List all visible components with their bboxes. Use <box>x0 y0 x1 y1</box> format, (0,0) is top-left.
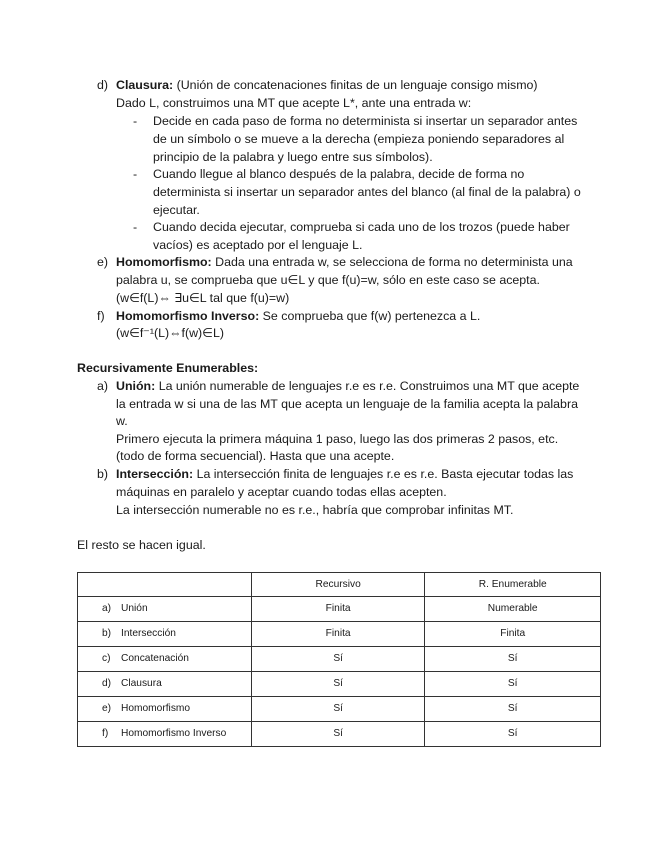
row-op: Clausura <box>121 678 162 690</box>
bullet-dash: - <box>133 114 138 128</box>
table-header-cell: R. Enumerable <box>425 573 601 597</box>
union-line: w. <box>116 414 128 428</box>
table-row <box>78 622 601 647</box>
row-op: Unión <box>121 603 148 615</box>
union-line <box>116 378 579 396</box>
table-row <box>78 647 601 672</box>
homomorfismo-line <box>116 254 573 272</box>
table-cell: Finita <box>425 622 601 647</box>
closing-text: El resto se hacen igual. <box>77 538 206 552</box>
table-cell: Sí <box>251 672 425 697</box>
bullet-line: Cuando decida ejecutar, comprueba si cada uno de los trozos (puede haber <box>153 220 570 234</box>
interseccion-line: máquinas en paralelo y aceptar cuando todas ellas acepten. <box>116 485 447 499</box>
row-op: Homomorfismo <box>121 703 191 715</box>
homomorfismo-desc: Dada una entrada w, se selecciona de forma no determinista una <box>215 255 573 269</box>
table-row <box>78 722 601 747</box>
table-cell: Numerable <box>425 597 601 622</box>
bullet-line: Cuando llegue al blanco después de la palabra, decide de forma no <box>153 167 525 181</box>
interseccion-desc: La intersección finita de lenguajes r.e es r.e. Basta ejecutar todas las <box>196 467 574 481</box>
bullet-line: vacíos) es aceptado por el lenguaje L. <box>153 238 363 252</box>
row-letter: f) <box>102 728 109 740</box>
homomorfismo-inverso-formula: (w∈f⁻¹(L)⇔f(w)∈L) <box>116 326 224 340</box>
table-cell: Sí <box>251 647 425 672</box>
homomorfismo-formula: (w∈f(L)⇔ ∃u∈L tal que f(u)=w) <box>116 291 290 305</box>
homomorfismo-inverso-desc: Se comprueba que f(w) pertenezca a L. <box>262 309 481 323</box>
union-desc: La unión numerable de lenguajes r.e es r.e. Construimos una MT que acepte <box>158 379 580 393</box>
union-line: (todo de forma secuencial). Hasta que una acepte. <box>116 449 395 463</box>
item-marker: e) <box>97 255 109 269</box>
row-op: Concatenación <box>121 653 189 665</box>
union-title: Unión: <box>116 379 156 393</box>
clausura-title: Clausura: <box>116 78 174 92</box>
bullet-line: de un símbolo o se mueve a la derecha (empieza poniendo separadores al <box>153 132 565 146</box>
table-cell: Sí <box>251 722 425 747</box>
row-letter: d) <box>102 678 112 690</box>
clausura-line <box>116 77 538 95</box>
bullet-line: principio de la palabra y luego entre sus símbolos). <box>153 150 433 164</box>
bullet-line: Decide en cada paso de forma no determinista si insertar un separador antes <box>153 114 578 128</box>
section-heading-text: Recursivamente Enumerables: <box>77 361 259 375</box>
homomorfismo-inverso-line <box>116 308 480 326</box>
row-letter: b) <box>102 628 112 640</box>
table-op-cell <box>78 647 252 672</box>
table-header-cell: Recursivo <box>251 573 425 597</box>
row-letter: c) <box>102 653 111 665</box>
table-cell: Sí <box>425 672 601 697</box>
table-header-cell <box>78 573 252 597</box>
table-op-cell <box>78 722 252 747</box>
row-op: Intersección <box>121 628 176 640</box>
interseccion-line <box>116 466 573 484</box>
item-marker: a) <box>97 379 109 393</box>
table-cell: Finita <box>251 622 425 647</box>
table-cell: Sí <box>425 722 601 747</box>
table-cell: Sí <box>425 697 601 722</box>
row-letter: e) <box>102 703 112 715</box>
union-line: Primero ejecuta la primera máquina 1 paso, luego las dos primeras 2 pasos, etc. <box>116 432 559 446</box>
table-row <box>78 697 601 722</box>
table-row <box>78 597 601 622</box>
table-op-cell <box>78 697 252 722</box>
table-header-row <box>78 573 601 597</box>
table-cell: Finita <box>251 597 425 622</box>
clausura-intro: Dado L, construimos una MT que acepte L*, ante una entrada w: <box>116 96 472 110</box>
table-cell: Sí <box>251 697 425 722</box>
row-letter: a) <box>102 603 112 615</box>
homomorfismo-line2: palabra u, se comprueba que u∈L y que f(u)=w, sólo en este caso se acepta. <box>116 273 540 287</box>
bullet-dash: - <box>133 167 138 181</box>
union-line: la entrada w si una de las MT que acepta un lenguaje de la familia acepta la palabra <box>116 397 578 411</box>
item-marker: d) <box>97 78 109 92</box>
table-op-cell <box>78 622 252 647</box>
table-op-cell <box>78 672 252 697</box>
table-op-cell <box>78 597 252 622</box>
section-heading <box>77 360 258 378</box>
table-row <box>78 672 601 697</box>
interseccion-line: La intersección numerable no es r.e., habría que comprobar infinitas MT. <box>116 503 514 517</box>
item-marker: f) <box>97 309 105 323</box>
table-cell: Sí <box>425 647 601 672</box>
bullet-line: determinista si insertar un separador antes del blanco (al final de la palabra) o <box>153 185 581 199</box>
bullet-line: ejecutar. <box>153 203 200 217</box>
summary-table <box>77 572 601 747</box>
interseccion-title: Intersección: <box>116 467 194 481</box>
homomorfismo-title: Homomorfismo: <box>116 255 212 269</box>
clausura-desc: (Unión de concatenaciones finitas de un lenguaje consigo mismo) <box>176 78 538 92</box>
homomorfismo-inverso-title: Homomorfismo Inverso: <box>116 309 260 323</box>
bullet-dash: - <box>133 220 138 234</box>
item-marker: b) <box>97 467 109 481</box>
row-op: Homomorfismo Inverso <box>121 728 227 740</box>
